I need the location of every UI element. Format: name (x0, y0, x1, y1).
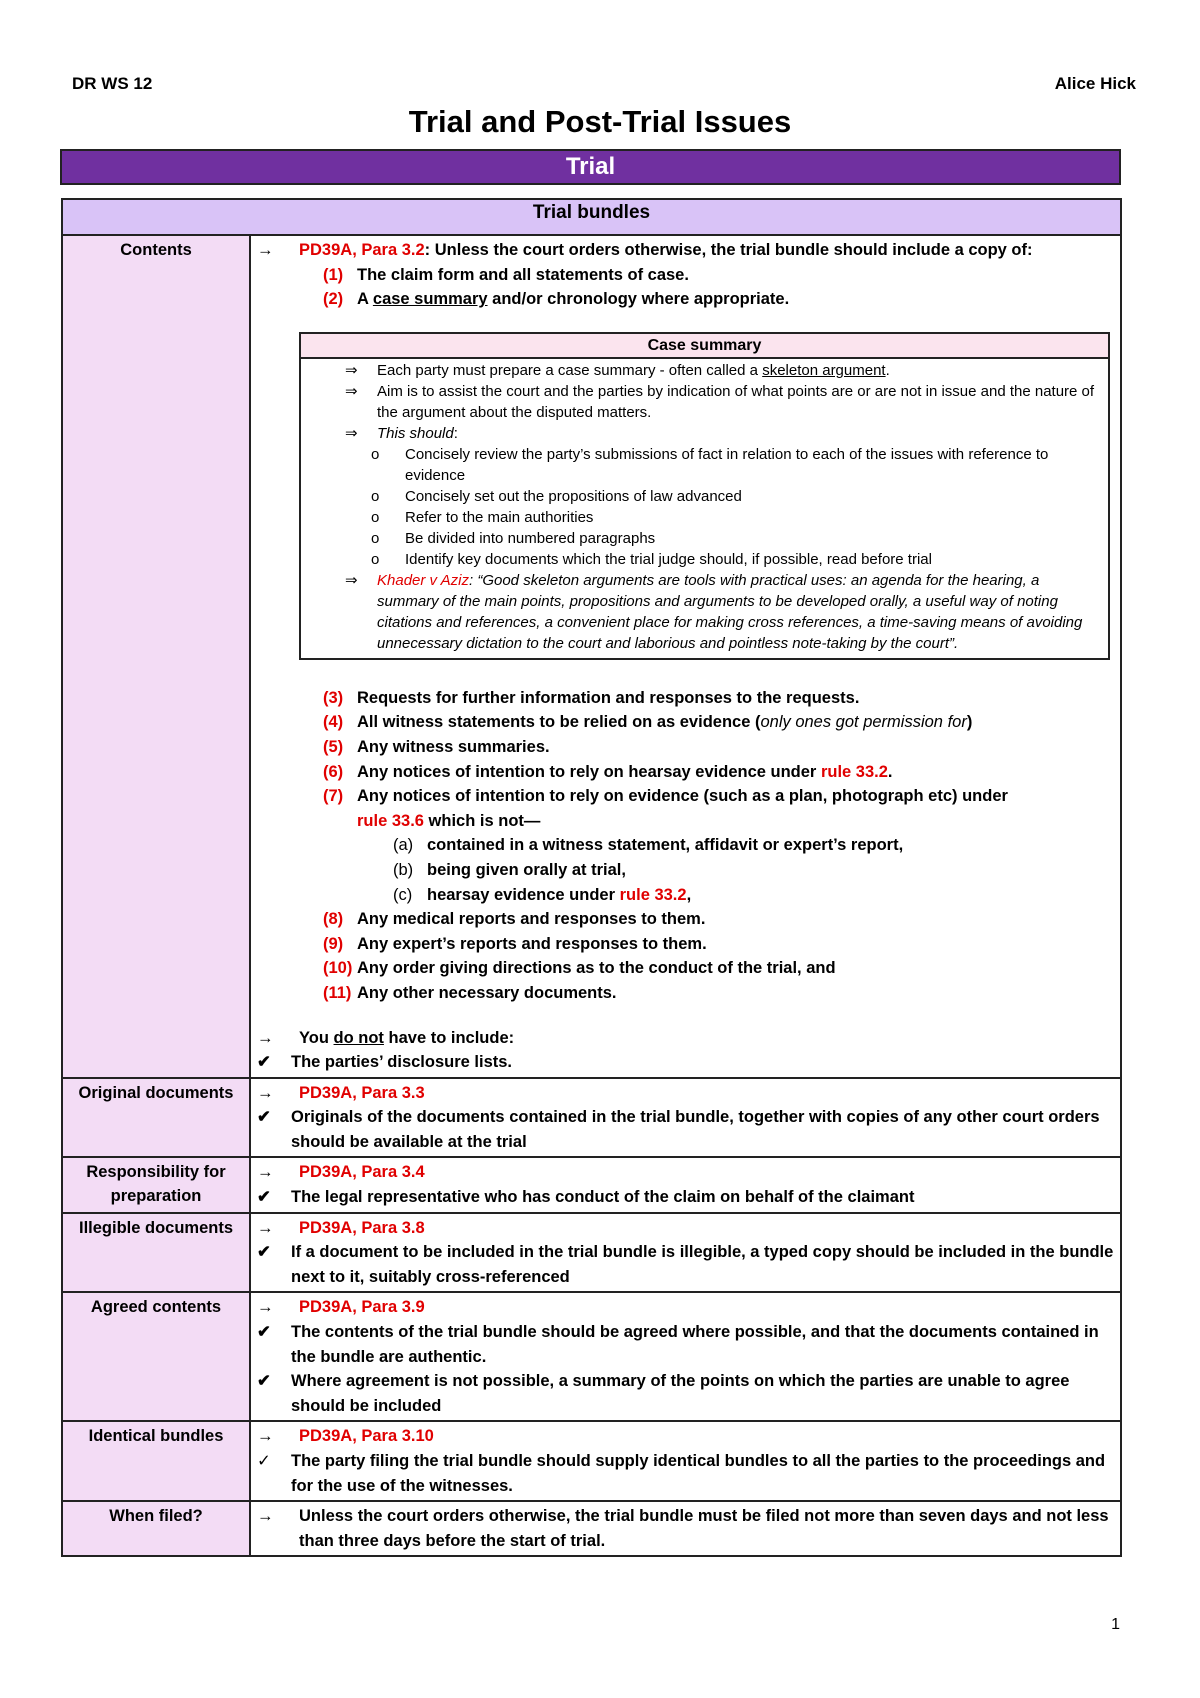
list-item: (a) contained in a witness statement, affidavit or expert’s report, (393, 836, 904, 855)
list-item: (6) Any notices of intention to rely on hearsay evidence under rule 33.2. (323, 762, 893, 781)
bullet-icon: o (371, 487, 380, 505)
double-arrow-icon: ⇒ (345, 361, 358, 379)
row-content: → PD39A, Para 3.3 ✔ Originals of the documents contained in the trial bundle, together with copies of any other court orders should be available at the trial (250, 1078, 1121, 1158)
case-summary-box (299, 332, 1110, 660)
list-item: (5) Any witness summaries. (323, 737, 550, 756)
double-arrow-icon: ⇒ (345, 382, 358, 400)
list-item: (3) Requests for further information and responses to the requests. (323, 688, 860, 707)
list-item: (1) The claim form and all statements of case. (323, 265, 689, 284)
row-content: → PD39A, Para 3.9 ✔ The contents of the trial bundle should be agreed where possible, and that the documents contained in the bundle are authentic. ✔ Where agreement is not possible, a summary of the points on which the parties are unable to agree should be included (250, 1292, 1121, 1421)
list-item: ⇒ Khader v Aziz: “Good skeleton arguments are tools with practical uses: an agenda for the hearing, a summary of the main points, propositions and arguments to be developed orally, a useful way of noting citations and references, a convenient place for making cross references, a time-saving means of avoiding unnecessary dictation to the court and laborious and pointless note-taking by the court”. (345, 571, 1083, 652)
pd-reference: PD39A, Para 3.4 (299, 1163, 425, 1182)
list-item: o Identify key documents which the trial judge should, if possible, read before trial (371, 550, 932, 568)
pd-reference: PD39A, Para 3.3 (299, 1083, 425, 1102)
list-item: o Refer to the main authorities (371, 508, 594, 526)
double-arrow-icon: ⇒ (345, 571, 358, 589)
table-row (62, 1292, 1121, 1421)
list-item: (4) All witness statements to be relied on as evidence (only ones got permission for) (323, 713, 973, 732)
row-content: → PD39A, Para 3.10 ✓ The party filing the trial bundle should supply identical bundles to all the parties to the proceedings and for the use of the witnesses. (250, 1421, 1121, 1501)
list-item: (10) Any order giving directions as to the conduct of the trial, and (323, 959, 836, 978)
table-row (62, 1421, 1121, 1501)
header-right: Alice Hick (1054, 74, 1136, 93)
case-name: Khader v Aziz (377, 571, 469, 589)
row-label: Responsibility for preparation (62, 1157, 250, 1212)
list-item: ⇒ This should: (345, 424, 458, 442)
arrow-icon: → (257, 1507, 274, 1526)
table-row (62, 1157, 1121, 1212)
bullet-icon: o (371, 445, 380, 463)
case-summary-title: Case summary (301, 334, 1108, 359)
check-icon: ✔ (257, 1188, 271, 1207)
table-row (62, 235, 1121, 1078)
check-icon: ✔ (257, 1108, 271, 1127)
check-icon: ✓ (257, 1452, 271, 1470)
list-item: (9) Any expert’s reports and responses to them. (323, 934, 707, 953)
row-label: Illegible documents (62, 1213, 250, 1293)
list-item: (b) being given orally at trial, (393, 860, 626, 879)
list-item: o Concisely review the party’s submissions of fact in relation to each of the issues with reference to evidence (371, 445, 1049, 484)
list-item: ⇒ Aim is to assist the court and the parties by indication of what points are or are not in issue and the nature of the argument about the disputed matters. (345, 382, 1095, 421)
bullet-icon: o (371, 550, 380, 568)
arrow-icon: → (257, 241, 274, 259)
check-icon: ✔ (257, 1243, 271, 1262)
page-number: 1 (1111, 1616, 1120, 1633)
arrow-icon: → (257, 1028, 274, 1047)
row-content: → PD39A, Para 3.4 ✔ The legal representative who has conduct of the claim on behalf of the claimant (250, 1157, 1121, 1212)
list-item: (c) hearsay evidence under rule 33.2, (393, 885, 692, 904)
arrow-icon: → (257, 1163, 274, 1182)
list-item: ✔ The parties’ disclosure lists. (257, 1050, 1114, 1075)
pd-reference: PD39A, Para 3.8 (299, 1218, 425, 1237)
page-title: Trial and Post-Trial Issues (408, 104, 792, 139)
arrow-icon: → (257, 1298, 274, 1317)
check-icon: ✔ (257, 1372, 271, 1391)
pd-reference: PD39A, Para 3.10 (299, 1427, 434, 1446)
bullet-icon: o (371, 529, 380, 547)
list-item: (11) Any other necessary documents. (323, 983, 617, 1002)
list-item: (2) A case summary and/or chronology where appropriate. (323, 290, 790, 309)
row-label: Original documents (62, 1078, 250, 1158)
list-item: (7) Any notices of intention to rely on evidence (such as a plan, photograph etc) under rule 33.6 which is not— (323, 787, 1008, 830)
list-item: o Concisely set out the propositions of law advanced (371, 487, 742, 505)
arrow-icon: → (257, 1427, 274, 1446)
section-banner: Trial (60, 149, 1121, 185)
check-icon: ✔ (257, 1323, 271, 1342)
bullet-icon: o (371, 508, 380, 526)
row-label: When filed? (62, 1501, 250, 1556)
row-content: → Unless the court orders otherwise, the trial bundle must be filed not more than seven days and not less than three days before the start of trial. (250, 1501, 1121, 1556)
subsection-title: Trial bundles (62, 199, 1121, 235)
pd-reference: PD39A, Para 3.2 (299, 241, 425, 259)
table-row (62, 1078, 1121, 1158)
arrow-icon: → (257, 1083, 274, 1102)
check-icon: ✔ (257, 1053, 271, 1072)
table-row (62, 1501, 1121, 1556)
row-label: Contents (62, 235, 250, 1078)
header-left: DR WS 12 (72, 74, 153, 93)
row-content: → PD39A, Para 3.2: Unless the court orders otherwise, the trial bundle should include a copy of: (1) The claim form and all statements of case. (2) A case summary and/or chronology where appropriate. Case summary ⇒ Each party must prepare a case summary - often called a skeleton argument. ⇒ Aim is to assist the court and the parties by indication of what points are or are not in issue and the nature of the argument about the disputed matters. ⇒ This should: o Concisely review the party’s submissions of fact in relation to each of the issues with reference to evidence o Concisely set out the propositions of law advanced o Refer to the main authorities o Be divided into numbered paragraphs o Identify key documents which the trial judge should, if possible, read before trial ⇒ Khader v Aziz: “Good skeleton arguments are tools with practical uses: an agenda for the hearing, a summary of the main points, propositions and arguments to be developed orally, a useful way of noting citations and references, a convenient place for making cross references, a time-saving means of avoiding unnecessary dictation to the court and laborious and pointless note-taking by the court”. (3) Requests for further information and responses to the requests. (4) All witness statements to be relied on as evidence (only ones got permission for) (5) Any witness summaries. (6) Any notices of intention to rely on hearsay evidence under rule 33.2. (7) Any notices of intention to rely on evidence (such as a plan, photograph etc) under rule 33.6 which is not— (a) contained in a witness statement, affidavit or expert’s report, (b) being given orally at trial, (c) hearsay evidence under rule 33.2, (8) Any medical reports and responses to them. (9) Any expert’s reports and responses to them. (10) Any order giving directions as to the conduct of the trial, and (11) Any other necessary documents. → You do not have to include: ✔ The parties’ disclosure lists. (250, 235, 1121, 1078)
list-item: (8) Any medical reports and responses to them. (323, 910, 706, 929)
pd-reference: PD39A, Para 3.9 (299, 1298, 425, 1317)
intro-text: : Unless the court orders otherwise, the trial bundle should include a copy of: (424, 241, 1033, 259)
double-arrow-icon: ⇒ (345, 424, 358, 442)
list-item: o Be divided into numbered paragraphs (371, 529, 656, 547)
table-row (62, 1213, 1121, 1293)
list-item: ⇒ Each party must prepare a case summary - often called a skeleton argument. (345, 361, 890, 379)
row-label: Identical bundles (62, 1421, 250, 1501)
arrow-icon: → (257, 1218, 274, 1237)
trial-bundles-table (61, 198, 1122, 1557)
row-label: Agreed contents (62, 1292, 250, 1421)
row-content: → PD39A, Para 3.8 ✔ If a document to be included in the trial bundle is illegible, a typed copy should be included in the bundle next to it, suitably cross-referenced (250, 1213, 1121, 1293)
